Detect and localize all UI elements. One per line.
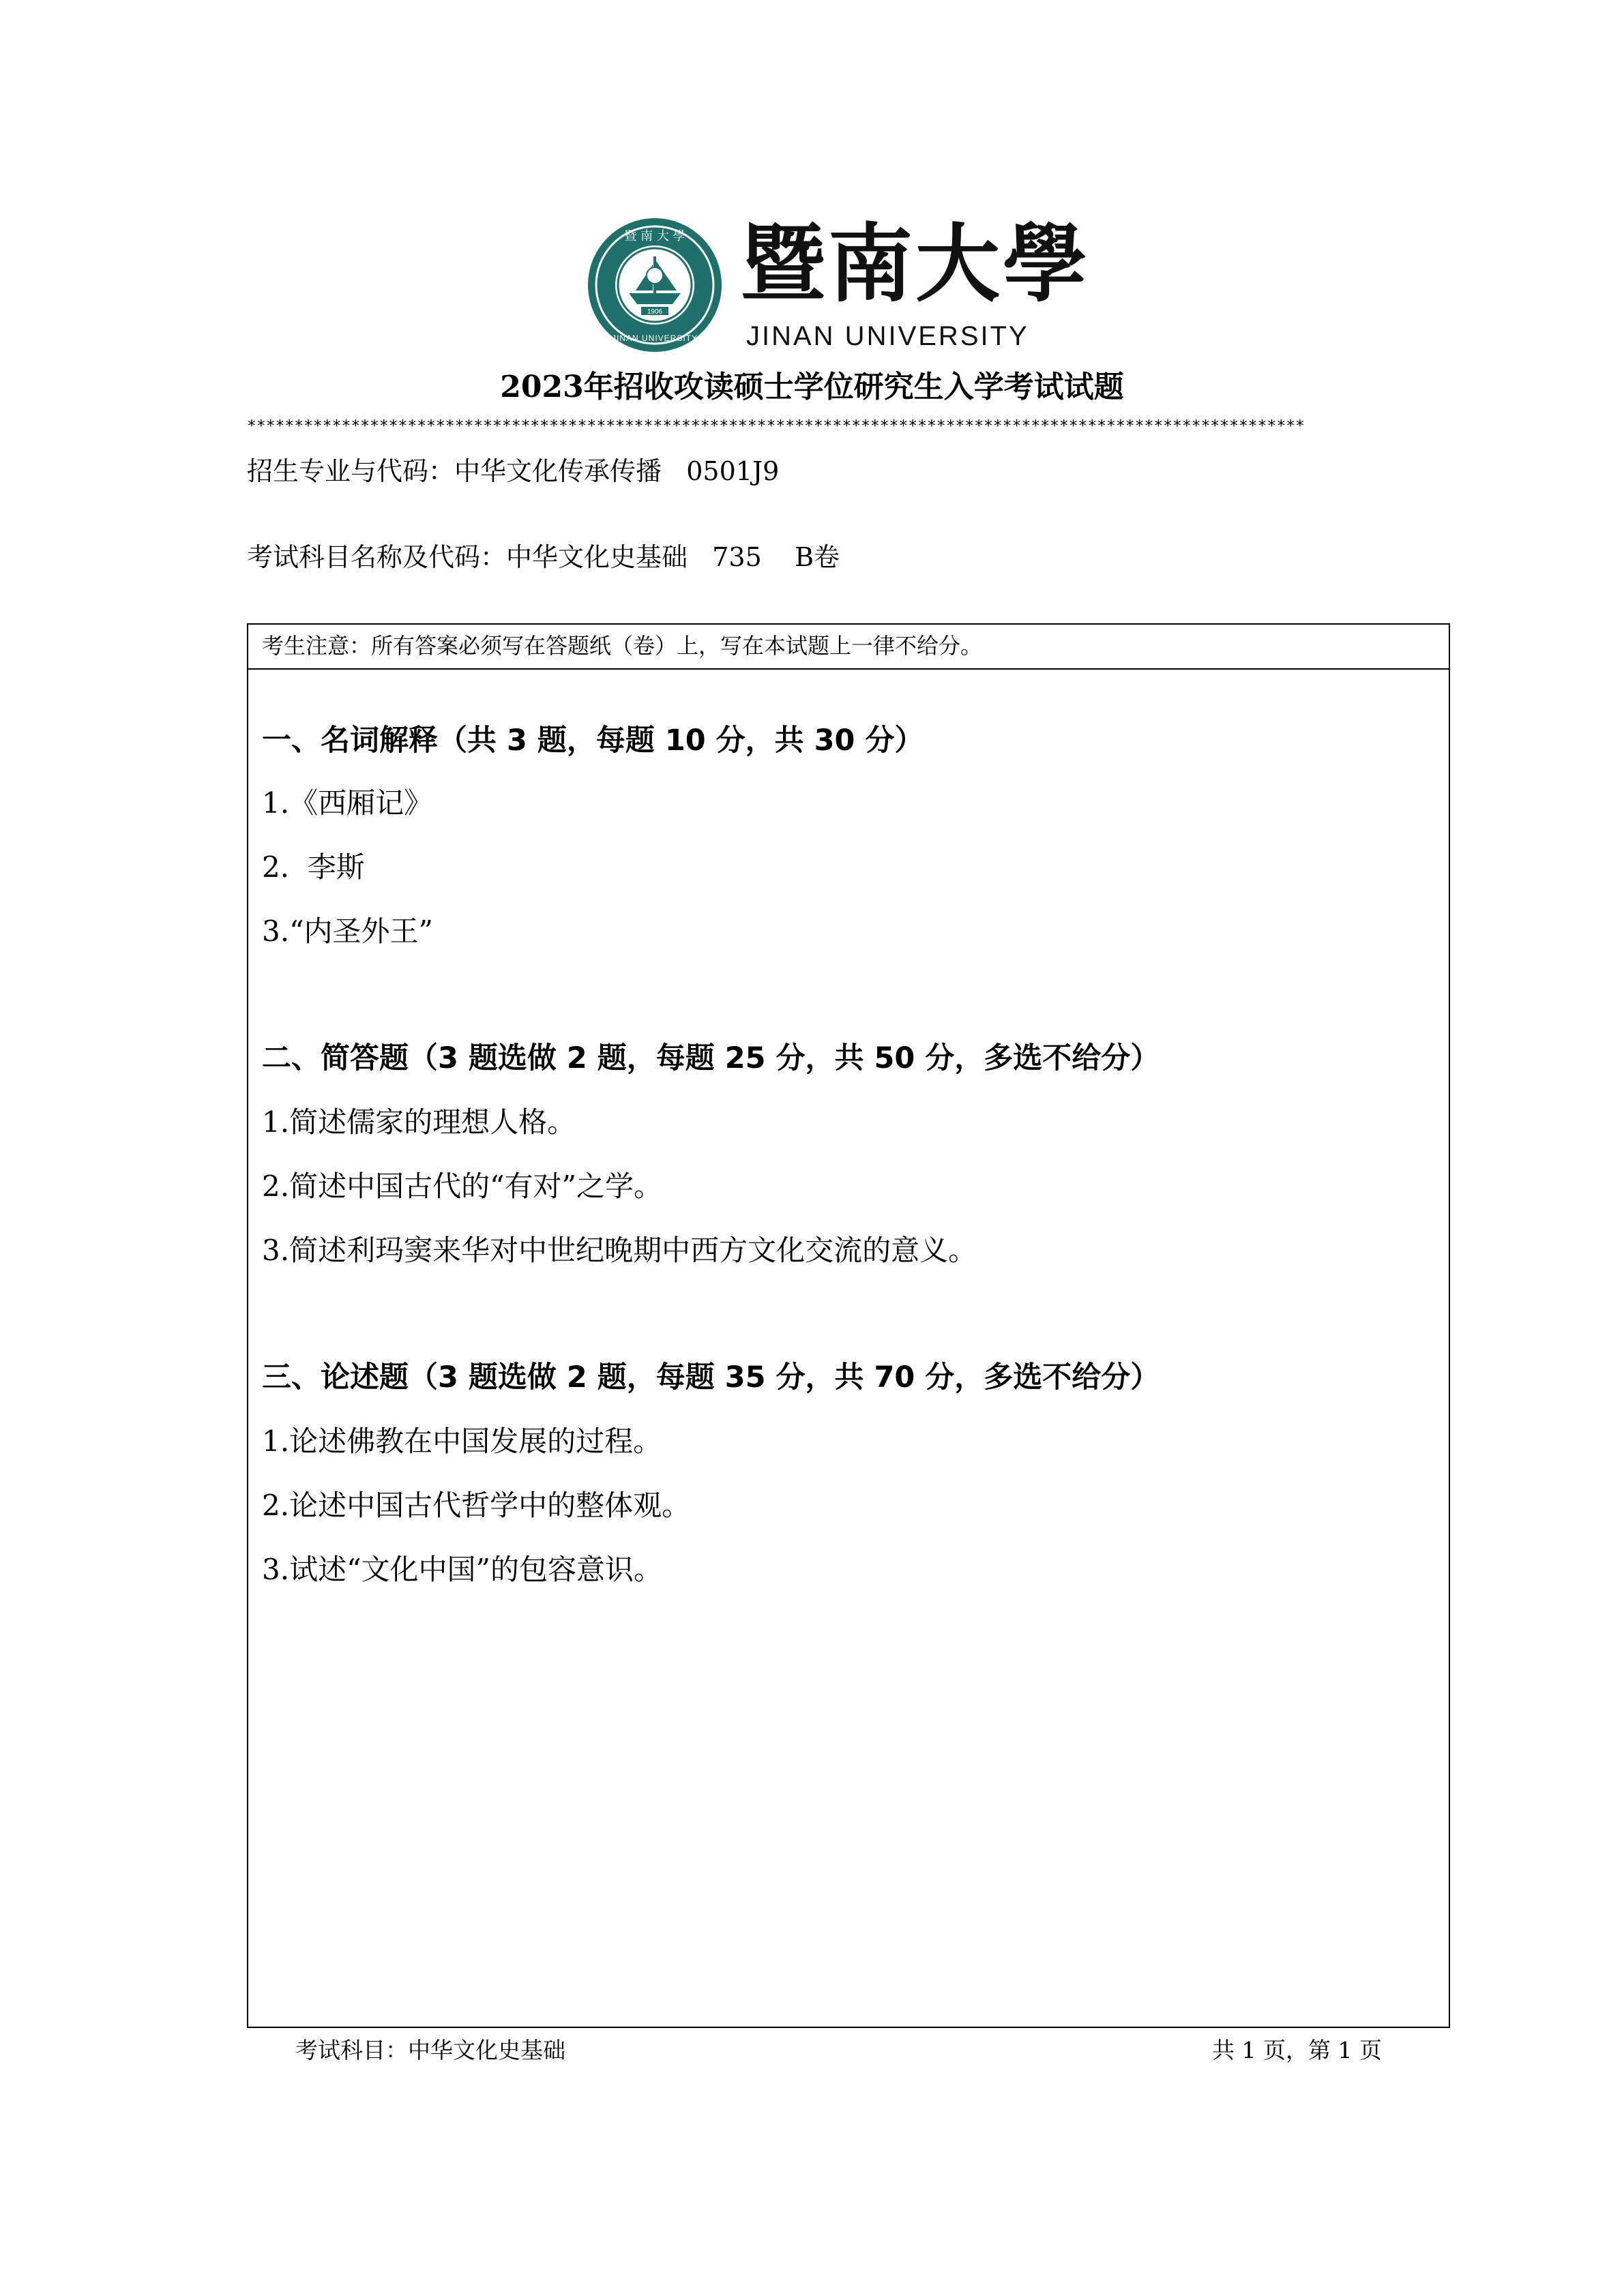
question-item: 2.论述中国古代哲学中的整体观。 <box>262 1489 691 1522</box>
question-item: 1.论述佛教在中国发展的过程。 <box>262 1425 662 1458</box>
section-title: 二、简答题（3 题选做 2 题，每题 25 分，共 50 分，多选不给分） <box>262 1041 1160 1075</box>
question-item: 3.试述“文化中国”的包容意识。 <box>262 1553 663 1586</box>
question-item: 1.简述儒家的理想人格。 <box>262 1105 576 1139</box>
svg-text:1906: 1906 <box>647 308 663 316</box>
question-box <box>247 623 1450 2028</box>
question-item: 3.简述利玛窦来华对中世纪晚期中西方文化交流的意义。 <box>262 1234 977 1267</box>
subject-line: 考试科目名称及代码：中华文化史基础 735 B卷 <box>247 542 840 572</box>
footer-subject: 考试科目：中华文化史基础 <box>295 2037 565 2063</box>
exam-notice: 考生注意：所有答案必须写在答题纸（卷）上，写在本试题上一律不给分。 <box>248 625 1449 670</box>
page-number: 共 1 页，第 1 页 <box>1212 2037 1382 2063</box>
university-name-cn: 暨南大學 <box>741 215 1091 314</box>
university-seal-icon <box>587 217 723 353</box>
question-item: 1.《西厢记》 <box>262 786 433 820</box>
star-divider: **************************************************************************************************************** <box>247 417 1305 435</box>
svg-text:暨 南 大 學: 暨 南 大 學 <box>624 229 685 243</box>
university-logo <box>587 215 1091 353</box>
svg-text:JINAN UNIVERSITY: JINAN UNIVERSITY <box>611 333 698 343</box>
major-line: 招生专业与代码：中华文化传承传播 0501J9 <box>247 456 780 486</box>
university-name-en: JINAN UNIVERSITY <box>746 321 1029 351</box>
question-item: 2.简述中国古代的“有对”之学。 <box>262 1169 663 1203</box>
exam-title: 2023年招收攻读硕士学位研究生入学考试试题 <box>500 370 1124 404</box>
section-title: 一、名词解释（共 3 题，每题 10 分，共 30 分） <box>262 724 924 758</box>
section-title: 三、论述题（3 题选做 2 题，每题 35 分，共 70 分，多选不给分） <box>262 1360 1160 1395</box>
question-item: 2. 李斯 <box>262 850 365 884</box>
question-item: 3.“内圣外王” <box>262 914 434 948</box>
